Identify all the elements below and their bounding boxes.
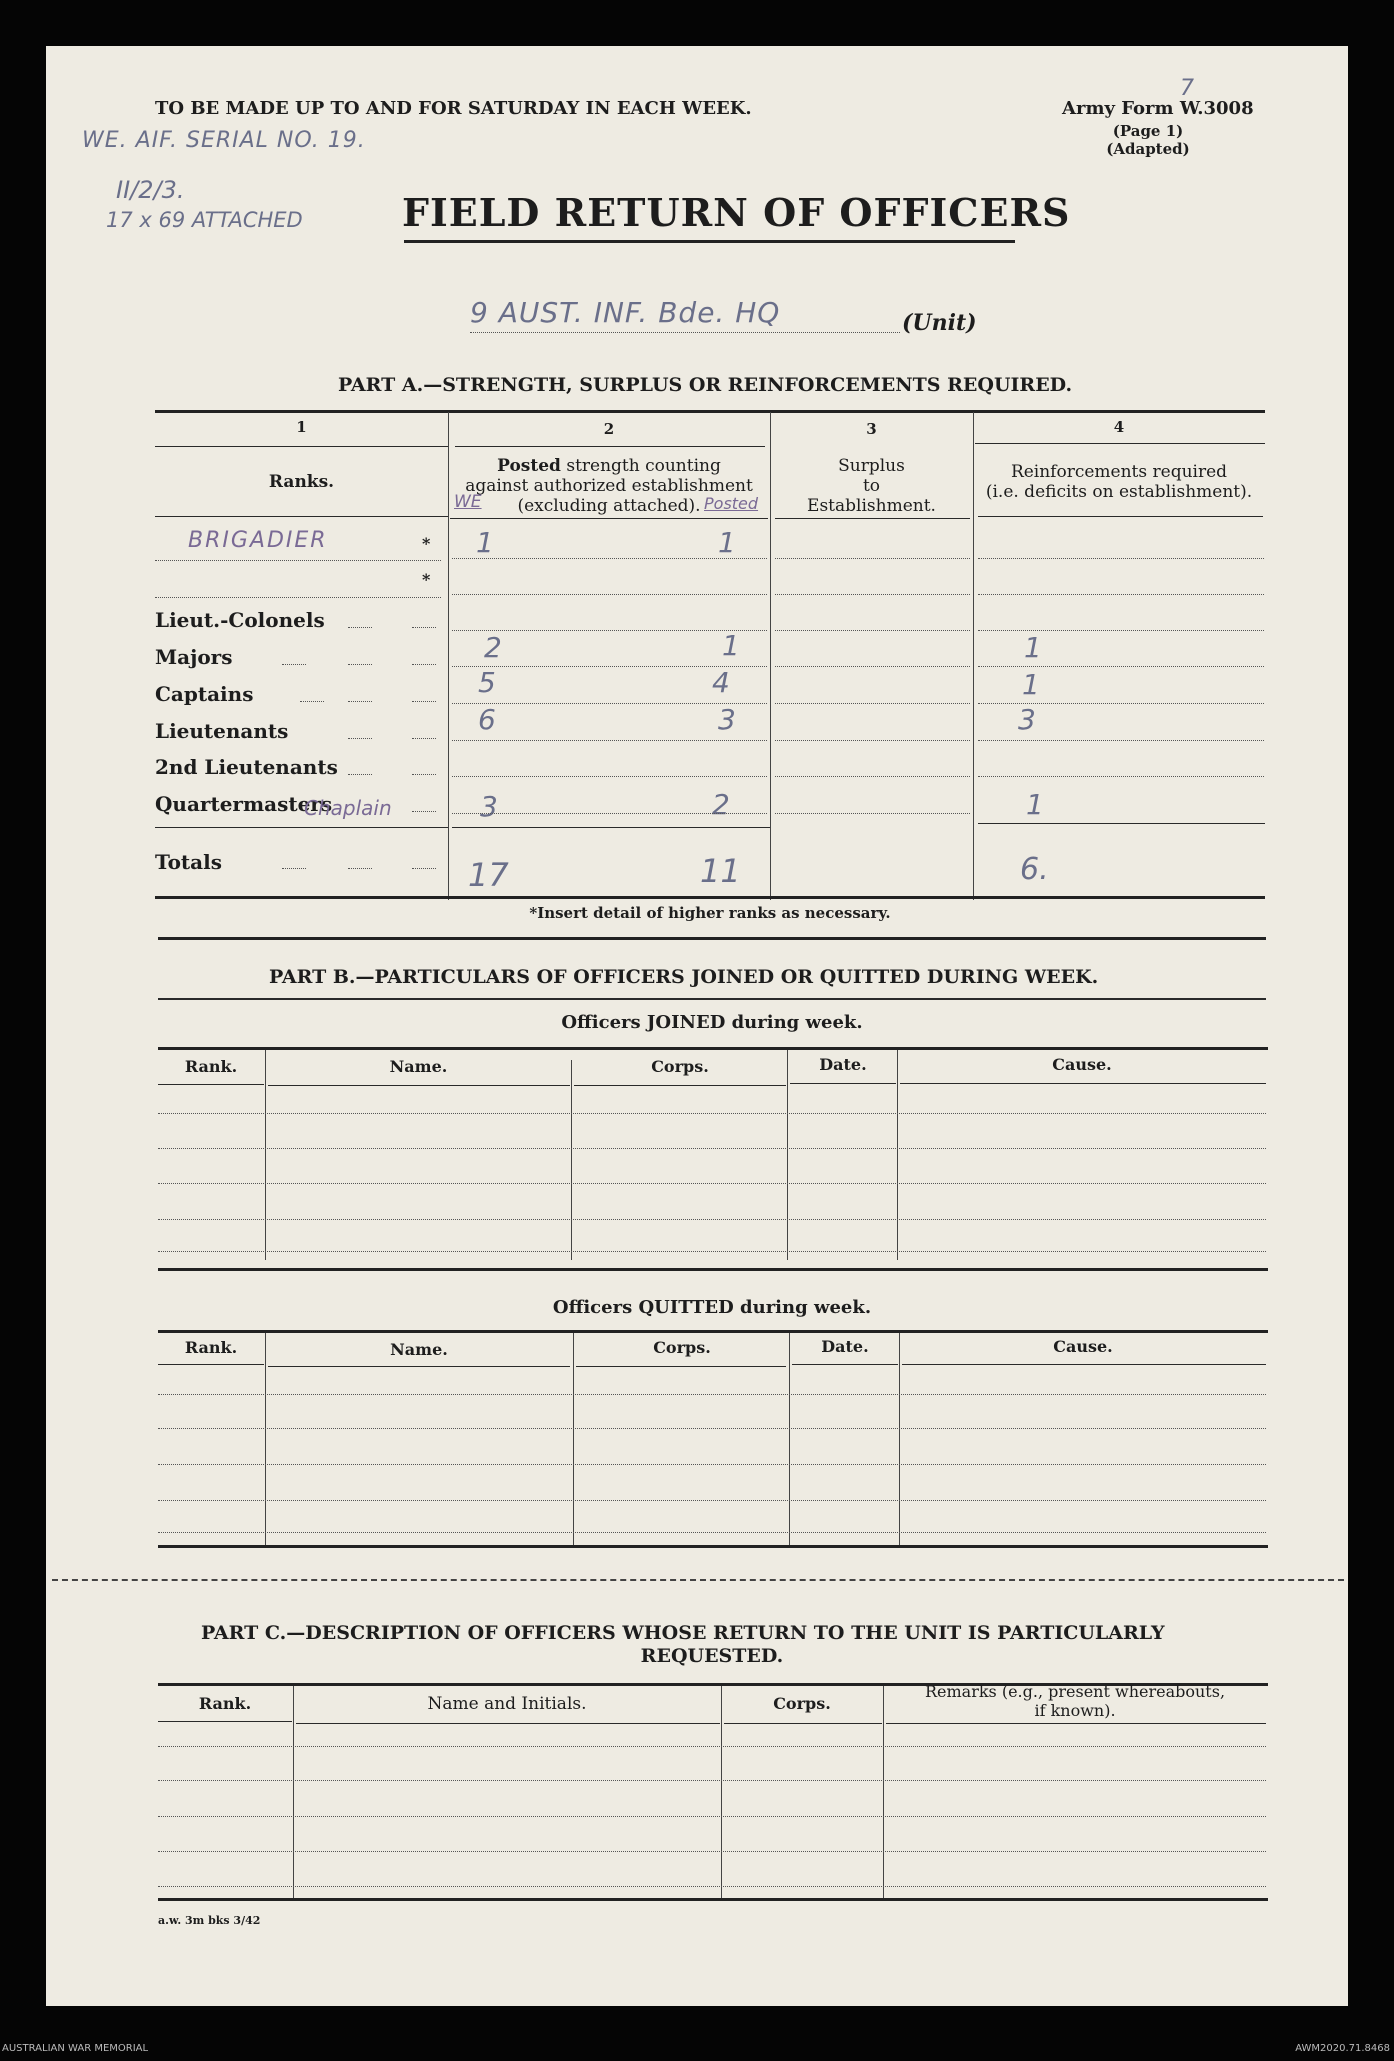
remarks-line: Remarks (e.g., present whereabouts, xyxy=(924,1682,1226,1701)
handwritten-file-ref: II/2/3. xyxy=(116,176,185,204)
part-c-header-rule xyxy=(296,1723,720,1724)
row-dots xyxy=(978,776,1264,777)
rank-label: Captains xyxy=(155,682,254,706)
joined-table-top xyxy=(158,1047,1268,1050)
row-dots xyxy=(775,666,970,667)
joined-col-divider xyxy=(571,1060,572,1260)
quitted-table-top xyxy=(158,1330,1268,1333)
joined-header-rule xyxy=(790,1083,896,1084)
reinforcements-value: 3 xyxy=(1018,703,1036,736)
asterisk-mark: * xyxy=(422,570,431,589)
leader-dots xyxy=(348,701,372,702)
cut-line xyxy=(52,1579,1344,1581)
rank-handwritten: BRIGADIER xyxy=(188,528,328,553)
part-c-row-line xyxy=(158,1780,1266,1781)
reinforcements-header xyxy=(973,462,1265,502)
part-a-header-rule xyxy=(775,518,970,519)
totals-rule xyxy=(452,827,770,828)
we-value: 1 xyxy=(476,526,494,559)
surplus-header xyxy=(770,456,973,516)
rank-label: Lieutenants xyxy=(155,719,289,743)
archive-footer-right: AWM2020.71.8468 xyxy=(1295,2043,1390,2054)
part-c-col-name: Name and Initials. xyxy=(427,1694,587,1714)
part-a-subrule xyxy=(975,443,1265,444)
leader-dots xyxy=(282,868,306,869)
posted-value: 2 xyxy=(712,788,730,821)
part-a-header-rule xyxy=(155,516,448,517)
leader-dots xyxy=(348,738,372,739)
part-c-title-line2: REQUESTED. xyxy=(640,1645,784,1667)
row-dots xyxy=(452,666,767,667)
leader-dots xyxy=(348,774,372,775)
leader-dots xyxy=(412,774,436,775)
leader-dots xyxy=(412,664,436,665)
quitted-header-rule xyxy=(268,1366,570,1367)
reinforcements-value: 1 xyxy=(1024,631,1042,664)
posted-header-line3: (excluding attached). xyxy=(517,496,701,516)
form-adapted: (Adapted) xyxy=(1106,140,1190,158)
part-c-title-line1: PART C.—DESCRIPTION OF OFFICERS WHOSE RETURN TO THE UNIT IS PARTICULARLY xyxy=(201,1622,1165,1644)
page-title: FIELD RETURN OF OFFICERS xyxy=(402,190,1071,235)
row-dots xyxy=(452,740,767,741)
part-c-row-line xyxy=(158,1816,1266,1817)
posted-header-line2: against authorized establishment xyxy=(465,476,753,496)
quitted-col-divider xyxy=(265,1333,266,1545)
part-b-rule xyxy=(158,998,1266,1000)
quitted-row-line xyxy=(158,1464,1266,1465)
row-dots xyxy=(452,813,767,814)
ranks-header: Ranks. xyxy=(268,472,335,492)
part-a-header-rule xyxy=(450,518,768,519)
row-dots xyxy=(775,594,970,595)
row-dots xyxy=(155,560,441,561)
posted-value: 4 xyxy=(712,666,730,699)
joined-col-rank: Rank. xyxy=(184,1057,238,1076)
posted-value: 3 xyxy=(718,703,736,736)
leader-dots xyxy=(412,868,436,869)
joined-header-rule xyxy=(268,1085,570,1086)
rank-label: Lieut.-Colonels xyxy=(155,608,325,632)
joined-col-divider xyxy=(787,1050,788,1260)
reinforcements-header-line: (i.e. deficits on establishment). xyxy=(985,482,1253,502)
we-value: 5 xyxy=(478,666,496,699)
row-dots xyxy=(978,594,1264,595)
row-dots xyxy=(978,703,1264,704)
print-code: a.w. 3m bks 3/42 xyxy=(158,1914,261,1927)
rank-label: Quartermasters xyxy=(155,792,333,816)
unit-label: (Unit) xyxy=(902,310,977,336)
part-a-bottom-rule xyxy=(155,896,1265,899)
archive-footer-left: AUSTRALIAN WAR MEMORIAL xyxy=(2,2043,149,2054)
quitted-title: Officers QUITTED during week. xyxy=(552,1297,872,1318)
col-number-2: 2 xyxy=(603,420,615,438)
reinforcements-value: 1 xyxy=(1026,788,1044,821)
row-dots xyxy=(978,558,1264,559)
quitted-col-cause: Cause. xyxy=(1053,1337,1113,1356)
col-number-3: 3 xyxy=(866,420,877,438)
title-underline xyxy=(404,240,1015,243)
quitted-col-name: Name. xyxy=(390,1340,448,1359)
quitted-row-line xyxy=(158,1532,1266,1533)
row-dots xyxy=(155,597,441,598)
joined-table-bottom xyxy=(158,1268,1268,1271)
row-dots xyxy=(452,776,767,777)
row-dots xyxy=(452,594,767,595)
joined-row-line xyxy=(158,1219,1266,1220)
row-dots xyxy=(978,666,1264,667)
col-number-1: 1 xyxy=(296,418,307,436)
part-a-subrule xyxy=(155,446,448,447)
total-reinforcements-value: 6. xyxy=(1020,852,1049,887)
part-c-table-bottom xyxy=(158,1898,1268,1901)
quitted-row-line xyxy=(158,1394,1266,1395)
row-dots xyxy=(978,630,1264,631)
total-we-value: 17 xyxy=(468,856,509,894)
joined-col-divider xyxy=(897,1050,898,1260)
row-dots xyxy=(775,558,970,559)
col-number-4: 4 xyxy=(1113,418,1125,436)
part-a-header-rule xyxy=(978,516,1263,517)
leader-dots xyxy=(282,664,306,665)
surplus-header-line: to xyxy=(862,476,881,496)
leader-dots xyxy=(412,738,436,739)
surplus-header-line: Surplus xyxy=(838,456,905,476)
part-c-col-divider xyxy=(293,1686,294,1898)
joined-row-line xyxy=(158,1113,1266,1114)
rank-label: Majors xyxy=(155,645,233,669)
quitted-col-divider xyxy=(899,1333,900,1545)
posted-value: 1 xyxy=(718,526,736,559)
part-a-end-rule xyxy=(158,937,1266,940)
part-c-row-line xyxy=(158,1746,1266,1747)
joined-row-line xyxy=(158,1251,1266,1252)
joined-header-rule xyxy=(574,1085,786,1086)
rank-handwritten: Chaplain xyxy=(304,796,392,820)
row-dots xyxy=(775,813,970,814)
we-value: 6 xyxy=(478,703,496,736)
joined-col-name: Name. xyxy=(389,1057,448,1076)
part-c-row-line xyxy=(158,1886,1266,1887)
row-dots xyxy=(452,558,767,559)
quitted-col-divider xyxy=(573,1333,574,1545)
row-dots xyxy=(978,740,1264,741)
part-a-footnote: *Insert detail of higher ranks as necessary. xyxy=(529,904,891,922)
row-dots xyxy=(775,776,970,777)
col2-hw-we: WE xyxy=(454,492,482,512)
quitted-row-line xyxy=(158,1428,1266,1429)
row-dots xyxy=(775,703,970,704)
part-a-title: PART A.—STRENGTH, SURPLUS OR REINFORCEMENTS REQUIRED. xyxy=(338,374,1073,396)
leader-dots xyxy=(412,811,436,812)
quitted-col-corps: Corps. xyxy=(653,1338,711,1357)
joined-header-rule xyxy=(900,1083,1266,1084)
joined-header-rule xyxy=(158,1084,264,1085)
quitted-header-rule xyxy=(576,1366,786,1367)
we-value: 2 xyxy=(484,631,502,664)
leader-dots xyxy=(348,627,372,628)
quitted-col-date: Date. xyxy=(821,1337,869,1356)
part-a-subrule xyxy=(455,446,765,447)
totals-rule xyxy=(155,827,448,828)
part-c-header-rule xyxy=(724,1723,882,1724)
part-c-col-divider xyxy=(883,1686,884,1898)
joined-col-corps: Corps. xyxy=(651,1057,709,1076)
joined-col-divider xyxy=(265,1050,266,1260)
joined-col-cause: Cause. xyxy=(1052,1055,1112,1074)
total-posted-value: 11 xyxy=(700,852,741,890)
form-page: (Page 1) xyxy=(1112,122,1184,140)
remarks-line: if known). xyxy=(1034,1701,1116,1720)
joined-col-date: Date. xyxy=(819,1055,867,1074)
totals-rule xyxy=(978,823,1265,824)
reinforcements-value: 1 xyxy=(1022,668,1040,701)
posted-value: 1 xyxy=(722,629,740,662)
part-b-title: PART B.—PARTICULARS OF OFFICERS JOINED OR QUITTED DURING WEEK. xyxy=(269,966,1099,988)
rank-label: 2nd Lieutenants xyxy=(155,755,338,779)
part-c-header-rule xyxy=(886,1723,1266,1724)
part-c-col-divider xyxy=(721,1686,722,1898)
part-c-col-remarks xyxy=(884,1682,1266,1720)
leader-dots xyxy=(348,868,372,869)
form-mark: 7 xyxy=(1180,76,1194,101)
handwritten-serial-note: WE. AIF. SERIAL NO. 19. xyxy=(82,128,366,153)
quitted-col-divider xyxy=(789,1333,790,1545)
asterisk-mark: * xyxy=(422,534,431,553)
joined-title: Officers JOINED during week. xyxy=(561,1012,863,1033)
handwritten-attached-note: 17 x 69 ATTACHED xyxy=(106,208,303,232)
part-c-col-corps: Corps. xyxy=(773,1694,831,1713)
quitted-row-line xyxy=(158,1500,1266,1501)
we-value: 3 xyxy=(480,790,498,823)
unit-name-handwritten: 9 AUST. INF. Bde. HQ xyxy=(470,296,781,329)
quitted-col-rank: Rank. xyxy=(184,1338,238,1357)
form-number: Army Form W.3008 xyxy=(1062,98,1254,119)
posted-header-bold: Posted xyxy=(497,456,561,476)
reinforcements-header-line: Reinforcements required xyxy=(1010,462,1228,482)
quitted-header-rule xyxy=(792,1364,898,1365)
surplus-header-line: Establishment. xyxy=(807,496,936,516)
col2-hw-posted: Posted xyxy=(704,494,759,513)
leader-dots xyxy=(412,701,436,702)
quitted-header-rule xyxy=(902,1364,1266,1365)
leader-dots xyxy=(348,664,372,665)
quitted-header-rule xyxy=(158,1364,264,1365)
part-c-row-line xyxy=(158,1851,1266,1852)
joined-row-line xyxy=(158,1148,1266,1149)
part-c-col-rank: Rank. xyxy=(198,1694,252,1713)
row-dots xyxy=(775,740,970,741)
leader-dots xyxy=(300,701,324,702)
row-dots xyxy=(452,630,767,631)
totals-label: Totals xyxy=(155,850,222,874)
leader-dots xyxy=(412,627,436,628)
row-dots xyxy=(452,703,767,704)
weekly-instruction: TO BE MADE UP TO AND FOR SATURDAY IN EACH WEEK. xyxy=(155,98,752,119)
joined-row-line xyxy=(158,1183,1266,1184)
unit-dotted-line xyxy=(470,332,900,333)
part-c-header-rule xyxy=(158,1721,292,1722)
row-dots xyxy=(775,630,970,631)
part-a-top-rule xyxy=(155,410,1265,413)
quitted-table-bottom xyxy=(158,1545,1268,1548)
posted-header-rest: strength counting xyxy=(560,456,721,476)
